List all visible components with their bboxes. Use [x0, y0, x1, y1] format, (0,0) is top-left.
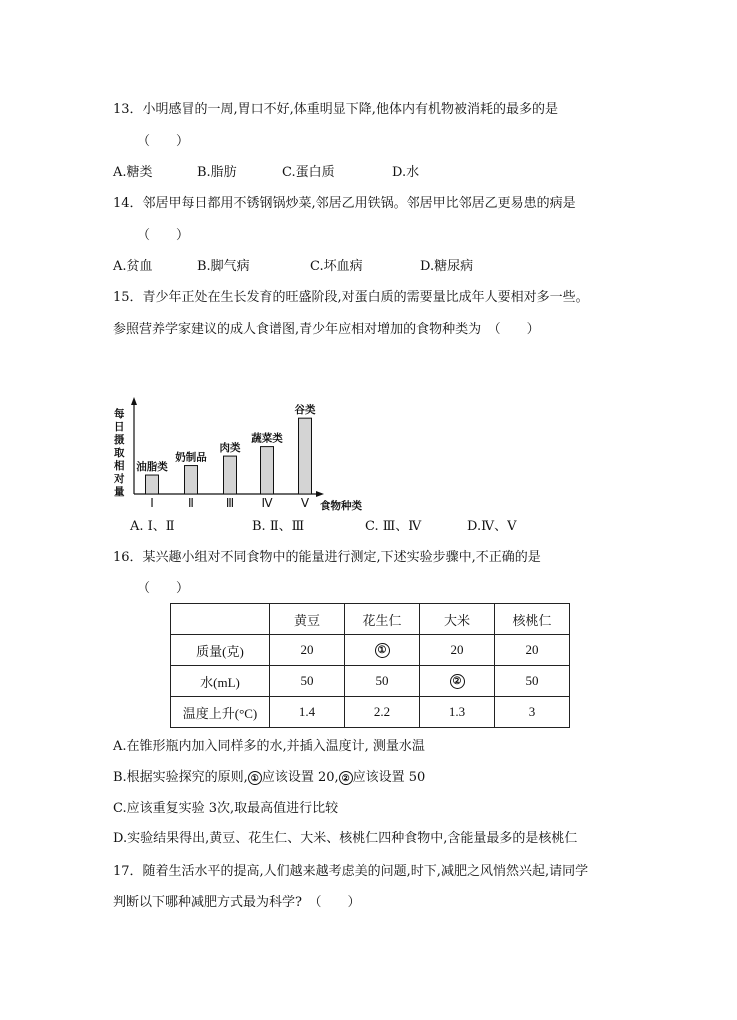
q14-option-d: D.糖尿病 [420, 259, 474, 274]
chart-bar [299, 418, 312, 494]
q17-stem: 17．随着生活水平的提高,人们越来越考虑美的问题,时下,减肥之风悄然兴起,请同学 [113, 864, 589, 879]
table-header-row [171, 604, 570, 635]
q15-stem: 15．青少年正处在生长发育的旺盛阶段,对蛋白质的需要量比成年人要相对多一些。 [113, 290, 589, 305]
circled-number-2: ② [450, 674, 465, 689]
table-row [171, 635, 570, 666]
table-row [171, 697, 570, 728]
chart-bar [185, 466, 198, 494]
table-cell: 3 [495, 697, 570, 728]
q16-option-c: C.应该重复实验 3次,取最高值进行比较 [113, 801, 339, 816]
table-header-cell: 核桃仁 [495, 604, 570, 635]
table-cell: 1.4 [270, 697, 345, 728]
q16-option-b [113, 770, 425, 786]
chart-y-axis-arrow-icon [131, 397, 137, 405]
chart-x-tick-label: Ⅱ [188, 496, 194, 510]
table-cell: 50 [270, 666, 345, 697]
chart-bar-label: 油脂类 [136, 461, 168, 474]
q16-option-b-text: 应该设置 50 [352, 770, 426, 785]
table-cell [345, 635, 420, 666]
chart-x-tick-label: Ⅳ [261, 496, 273, 510]
table-cell: 20 [270, 635, 345, 666]
table-cell [420, 666, 495, 697]
q16-option-b-text: B.根据实验探究的原则, [113, 770, 248, 785]
table-row [171, 666, 570, 697]
q14-option-c: C.坏血病 [310, 259, 363, 274]
q14-option-a: A.贫血 [113, 259, 153, 274]
q15-stem-line2: 参照营养学家建议的成人食谱图,青少年应相对增加的食物种类为 （ ） [113, 322, 540, 337]
chart-y-axis-label: 每日摄取相对量 [114, 408, 125, 498]
q13-option-a: A.糖类 [113, 165, 153, 180]
q15-option-d: D.Ⅳ、Ⅴ [467, 519, 517, 534]
chart-bar-label: 奶制品 [175, 451, 207, 464]
chart-bar [224, 456, 237, 494]
table-cell: 1.3 [420, 697, 495, 728]
chart-x-tick-label: Ⅴ [300, 496, 310, 510]
q13-option-c: C.蛋白质 [282, 165, 335, 180]
q14-stem: 14．邻居甲每日都用不锈钢锅炒菜,邻居乙用铁锅。邻居甲比邻居乙更易患的病是 [113, 196, 576, 211]
q16-option-b-text: 应该设置 20, [261, 770, 339, 785]
table-cell: 50 [345, 666, 420, 697]
q15-option-c: C. Ⅲ、Ⅳ [365, 519, 422, 534]
table-cell: 50 [495, 666, 570, 697]
table-cell: 20 [495, 635, 570, 666]
q13-answer-paren: （ ） [137, 134, 190, 149]
q15-option-b: B. Ⅱ、Ⅲ [252, 519, 305, 534]
chart-x-axis-arrow-icon [316, 491, 324, 497]
q16-option-a: A.在锥形瓶内加入同样多的水,并插入温度计, 测量水温 [113, 739, 425, 754]
circled-number-1: ① [375, 643, 390, 658]
q16-stem: 16．某兴趣小组对不同食物中的能量进行测定,下述实验步骤中,不正确的是 [113, 550, 541, 565]
q16-option-d: D.实验结果得出,黄豆、花生仁、大米、核桃仁四种食物中,含能量最多的是核桃仁 [113, 831, 578, 846]
table-cell: 温度上升(°C) [171, 697, 270, 728]
q15-option-a: A. Ⅰ、Ⅱ [130, 519, 175, 534]
table-header-cell: 黄豆 [270, 604, 345, 635]
q14-answer-paren: （ ） [137, 228, 190, 243]
table-cell: 20 [420, 635, 495, 666]
q13-stem: 13．小明感冒的一周,胃口不好,体重明显下降,他体内有机物被消耗的最多的是 [113, 102, 558, 117]
chart-bar-label: 蔬菜类 [251, 432, 283, 445]
table-cell: 水(mL) [171, 666, 270, 697]
q16-answer-paren: （ ） [137, 581, 190, 596]
chart-x-axis-label: 食物种类 [320, 500, 362, 512]
food-intake-bar-chart [108, 393, 388, 513]
q13-option-b: B.脂肪 [197, 165, 237, 180]
table-cell: 质量(克) [171, 635, 270, 666]
chart-bar-label: 肉类 [219, 442, 241, 455]
table-cell: 2.2 [345, 697, 420, 728]
q14-option-b: B.脚气病 [197, 259, 250, 274]
table-header-cell [171, 604, 270, 635]
chart-x-tick-label: Ⅰ [150, 496, 154, 510]
chart-bar [261, 447, 274, 494]
table-header-cell: 大米 [420, 604, 495, 635]
chart-x-tick-label: Ⅲ [225, 496, 235, 510]
q13-option-d: D.水 [392, 165, 420, 180]
chart-bar [146, 475, 159, 494]
energy-experiment-table [170, 603, 570, 728]
circled-number-2: ② [339, 771, 353, 785]
q17-stem-line2: 判断以下哪种减肥方式最为科学? （ ） [113, 895, 361, 910]
table-header-cell: 花生仁 [345, 604, 420, 635]
chart-bar-label: 谷类 [294, 404, 316, 417]
circled-number-1: ① [248, 771, 262, 785]
